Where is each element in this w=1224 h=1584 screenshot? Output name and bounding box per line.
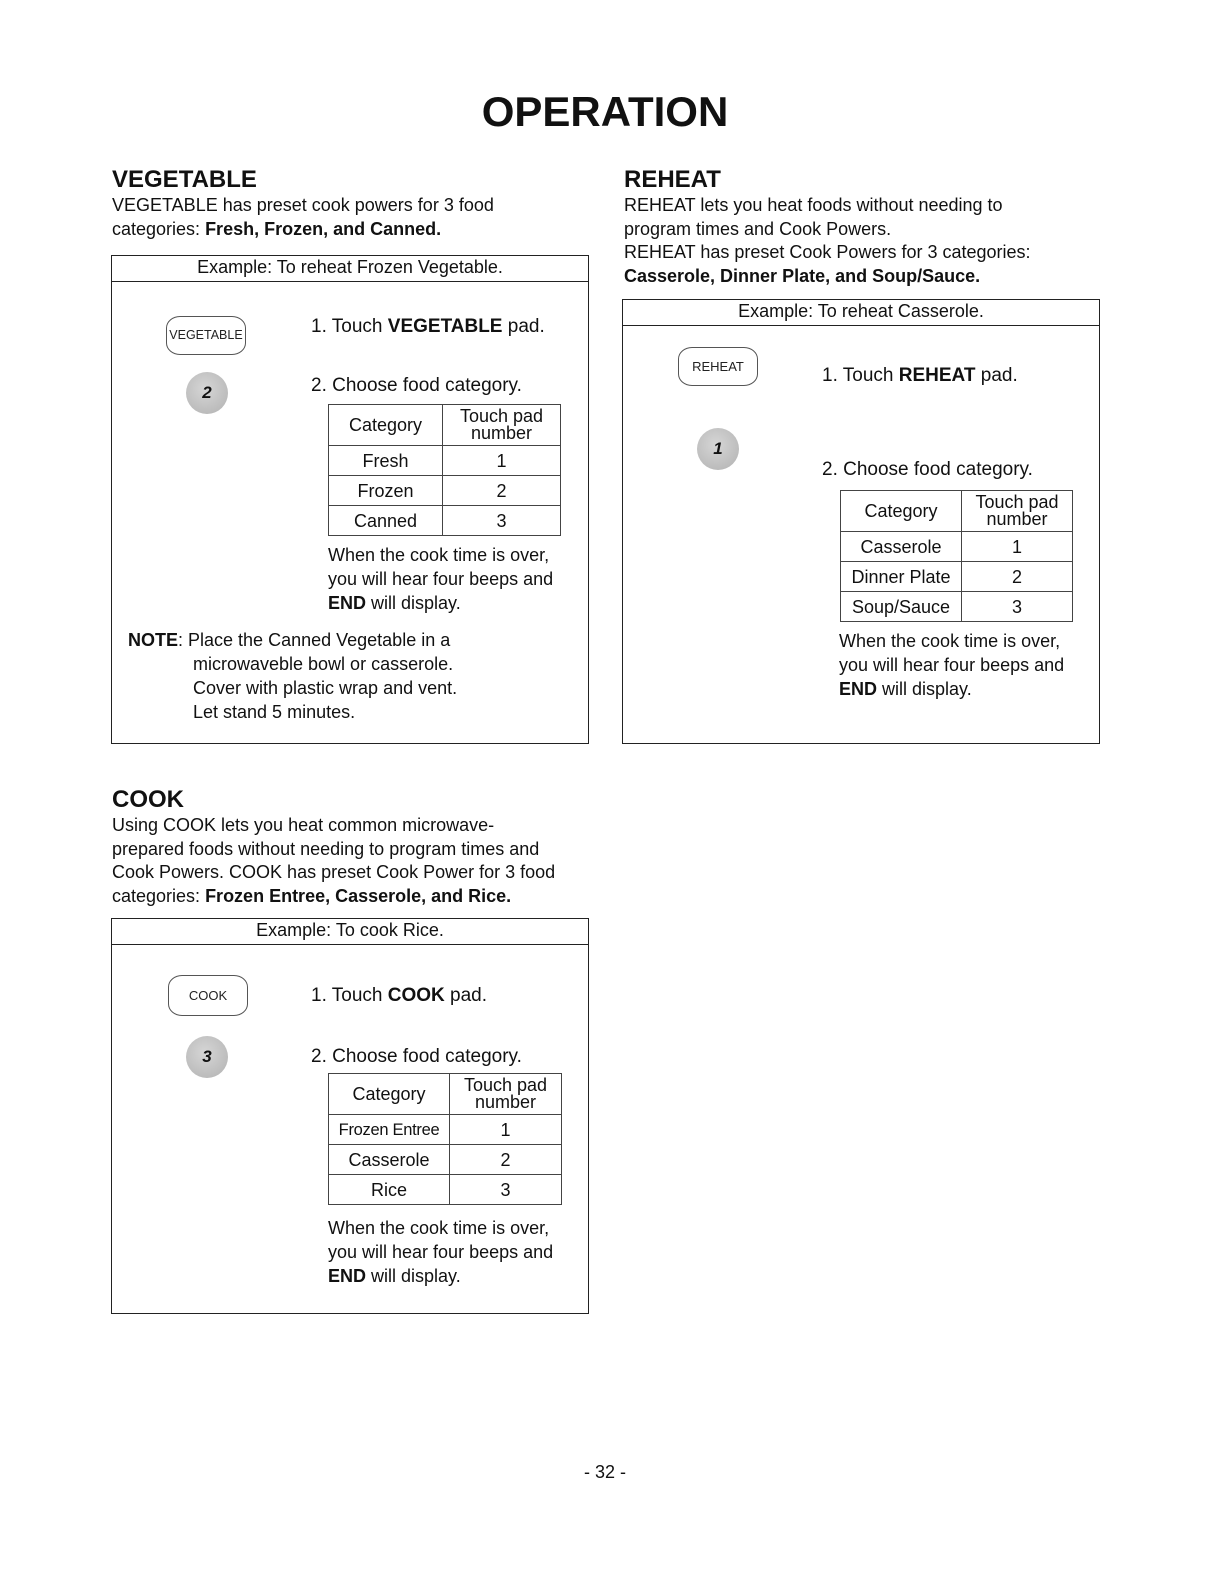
vegetable-note — [128, 628, 457, 724]
table-header-row — [841, 491, 1073, 532]
table-row — [841, 532, 1073, 562]
table-row — [329, 1145, 562, 1175]
step-1 — [311, 316, 545, 338]
cell-number: 1 — [450, 1115, 562, 1145]
end-line: you will hear four beeps and — [328, 1242, 554, 1262]
number-1-button-icon: 1 — [697, 428, 739, 470]
reheat-section — [624, 166, 1104, 288]
example-title: Example: To reheat Casserole. — [623, 300, 1099, 326]
reheat-category-table — [840, 490, 1073, 622]
table-row — [329, 446, 561, 476]
cell-category: Canned — [329, 506, 443, 536]
step-1 — [822, 365, 1018, 387]
cook-category-table — [328, 1073, 562, 1205]
header-touch-pad — [443, 405, 561, 446]
note-line: Cover with plastic wrap and vent. — [193, 678, 458, 698]
end-line: When the cook time is over, — [328, 1218, 550, 1238]
cell-category: Soup/Sauce — [841, 592, 962, 622]
end-bold: END — [328, 593, 367, 613]
vegetable-heading: VEGETABLE — [112, 166, 257, 193]
step-bold: COOK — [387, 985, 445, 1006]
desc-line: prepared foods without needing to program times and — [112, 838, 540, 859]
note-line: microwaveble bowl or casserole. — [193, 654, 454, 674]
hdr-line: number — [474, 1092, 537, 1112]
hdr-line: number — [470, 423, 533, 443]
end-line: you will hear four beeps and — [839, 655, 1065, 675]
note-line: : Place the Canned Vegetable in a — [178, 630, 451, 650]
desc-line: REHEAT lets you heat foods without needing to — [624, 195, 1003, 215]
header-category: Category — [841, 491, 962, 532]
page-number: - 32 - — [583, 1462, 626, 1482]
vegetable-pad-icon: VEGETABLE — [166, 316, 246, 355]
cook-section — [112, 786, 592, 908]
step-text: 1. Touch — [311, 985, 388, 1006]
desc-line: VEGETABLE has preset cook powers for 3 food — [112, 195, 494, 215]
cell-category: Fresh — [329, 446, 443, 476]
header-touch-pad — [450, 1074, 562, 1115]
step-1 — [311, 985, 487, 1007]
example-title: Example: To reheat Frozen Vegetable. — [112, 256, 588, 282]
header-category: Category — [329, 405, 443, 446]
step-2: 2. Choose food category. — [311, 1046, 522, 1067]
step-text: pad. — [502, 316, 545, 337]
page-title: OPERATION — [481, 88, 729, 135]
cell-number: 1 — [962, 532, 1073, 562]
cell-number: 2 — [962, 562, 1073, 592]
cell-category: Dinner Plate — [841, 562, 962, 592]
table-row — [329, 1115, 562, 1145]
cell-category: Casserole — [329, 1145, 450, 1175]
desc-line: program times and Cook Powers. — [624, 218, 892, 239]
cell-number: 2 — [443, 476, 561, 506]
end-line: When the cook time is over, — [328, 545, 550, 565]
step-text: 1. Touch — [822, 365, 899, 386]
reheat-description — [624, 194, 1104, 288]
table-row — [841, 592, 1073, 622]
cell-category: Casserole — [841, 532, 962, 562]
step-bold: REHEAT — [898, 365, 976, 386]
table-row — [329, 1175, 562, 1205]
vegetable-category-table — [328, 404, 561, 536]
desc-line: Cook Powers. COOK has preset Cook Power for 3 food — [112, 862, 556, 882]
cell-number: 3 — [450, 1175, 562, 1205]
cook-heading: COOK — [112, 786, 184, 813]
header-category: Category — [329, 1074, 450, 1115]
hdr-line: Touch pad — [975, 492, 1059, 512]
step-text: pad. — [444, 985, 488, 1006]
desc-line: categories: — [112, 218, 206, 239]
end-bold: END — [839, 679, 878, 699]
cell-category: Frozen Entree — [329, 1115, 450, 1145]
vegetable-section — [112, 166, 592, 241]
cell-category: Rice — [329, 1175, 450, 1205]
note-label: NOTE — [128, 630, 179, 650]
table-row — [329, 506, 561, 536]
table-row — [841, 562, 1073, 592]
table-header-row — [329, 1074, 562, 1115]
example-title: Example: To cook Rice. — [112, 919, 588, 945]
cook-pad-icon: COOK — [168, 975, 248, 1016]
desc-line: Using COOK lets you heat common microwave- — [112, 815, 495, 835]
desc-bold: Fresh, Frozen, and Canned. — [205, 218, 442, 239]
cell-number: 2 — [450, 1145, 562, 1175]
cell-number: 3 — [443, 506, 561, 536]
end-message — [839, 629, 1064, 701]
cook-description — [112, 814, 592, 908]
reheat-heading: REHEAT — [624, 166, 721, 193]
hdr-line: number — [986, 509, 1048, 529]
step-2: 2. Choose food category. — [311, 375, 522, 396]
number-2-button-icon: 2 — [186, 372, 228, 414]
end-line: will display. — [366, 1266, 461, 1286]
desc-line: categories: — [112, 885, 206, 906]
step-text: pad. — [975, 365, 1018, 386]
end-line: will display. — [877, 679, 972, 699]
hdr-line: Touch pad — [459, 406, 544, 426]
reheat-pad-icon: REHEAT — [678, 347, 758, 386]
end-message — [328, 1216, 553, 1288]
hdr-line: Touch pad — [463, 1075, 548, 1095]
end-message — [328, 543, 553, 615]
step-text: 1. Touch — [311, 316, 388, 337]
desc-bold: Frozen Entree, Casserole, and Rice. — [205, 885, 512, 906]
end-line: When the cook time is over, — [839, 631, 1061, 651]
note-line: Let stand 5 minutes. — [193, 702, 356, 722]
header-touch-pad — [962, 491, 1073, 532]
end-line: will display. — [366, 593, 461, 613]
cell-number: 3 — [962, 592, 1073, 622]
vegetable-description — [112, 194, 592, 241]
number-3-button-icon: 3 — [186, 1036, 228, 1078]
end-line: you will hear four beeps and — [328, 569, 554, 589]
desc-bold: Casserole, Dinner Plate, and Soup/Sauce. — [624, 265, 981, 286]
step-bold: VEGETABLE — [387, 316, 503, 337]
table-header-row — [329, 405, 561, 446]
step-2: 2. Choose food category. — [822, 459, 1033, 480]
end-bold: END — [328, 1266, 367, 1286]
cell-number: 1 — [443, 446, 561, 476]
desc-line: REHEAT has preset Cook Powers for 3 categories: — [624, 242, 1031, 262]
cell-category: Frozen — [329, 476, 443, 506]
table-row — [329, 476, 561, 506]
